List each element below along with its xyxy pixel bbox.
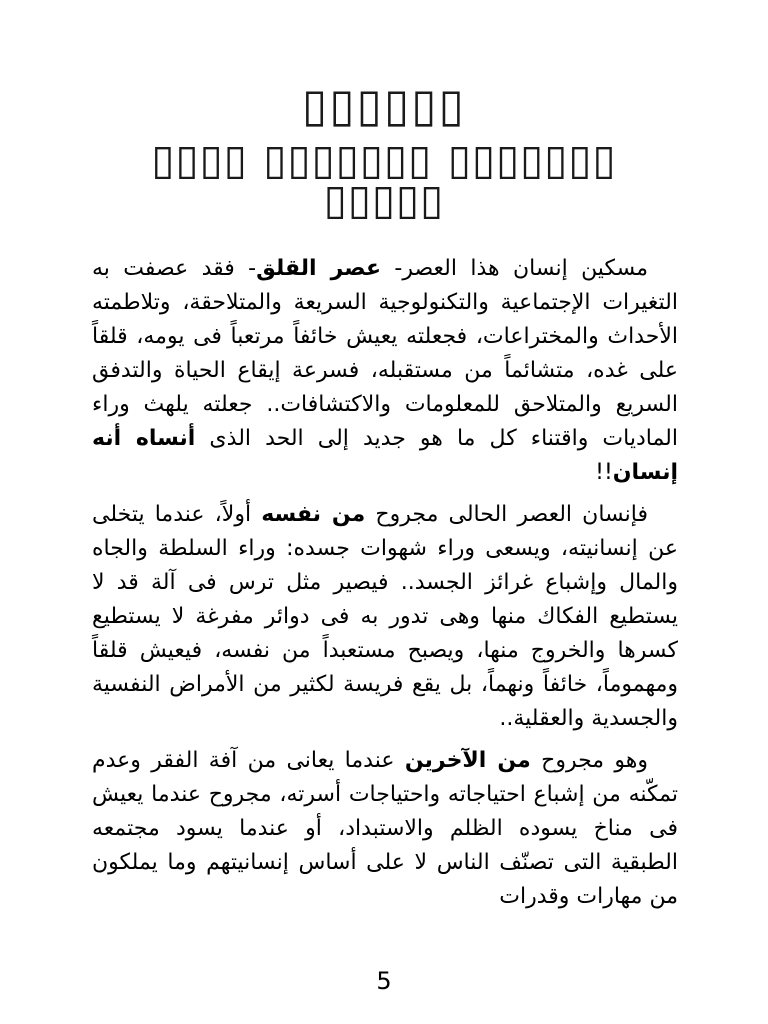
paragraph-text: مسكين إنسان هذا العصر-	[381, 256, 649, 281]
paragraph-text: - فقد عصفت به التغيرات الإجتماعية والتكنولوجية السريعة والمتلاحقة، وتلاطمته الأحداث والمختراعات، فجعلته يعيش خائفاً مرتعباً فى يومه، قلقاً على غده، متشائماً من مستقبله، فسرعة إيقاع الحياة والتدفق السريع والمتلاحق للمعلومات والاكتشافات.. جعلته يلهث وراء الماديات واقتناء كل ما هو جديد إلى الحد الذى	[92, 256, 678, 451]
paragraph-2	[92, 498, 678, 736]
paragraph-text: فإنسان العصر الحالى مجروح	[365, 502, 649, 527]
bold-phrase: عصر القلق	[256, 256, 381, 281]
paragraph-text: أولاً، عندما يتخلى عن إنسانيته، ويسعى وراء شهوات جسده: وراء السلطة والجاه والمال وإشباع غرائز الجسد.. فيصير مثل ترس فى آلة قد لا يستطيع الفكاك منها وهى تدور به فى دوائر مفرغة لا يستطيع كسرها والخروج منها، ويصبح مستعبداً من نفسه، فيعيش قلقاً ومهموماً، خائفاً ونهماً، بل يقع فريسة لكثير من الأمراض النفسية والجسدية والعقلية..	[92, 502, 678, 731]
body-text	[92, 252, 678, 922]
bold-phrase: من الآخرين	[404, 748, 531, 773]
chapter-subtitle: ▯▯▯▯ ▯▯▯▯▯▯▯ ▯▯▯▯▯▯▯ ▯▯▯▯▯	[151, 135, 617, 224]
bold-phrase: أنساه أنه إنسان	[92, 426, 678, 485]
chapter-title: ▯▯▯▯▯▯	[302, 78, 466, 132]
paragraph-text: !!	[595, 460, 613, 485]
paragraph-text: وهو مجروح	[530, 748, 648, 773]
page-number: 5	[376, 967, 392, 995]
bold-phrase: من نفسه	[261, 502, 366, 527]
paragraph-text: عندما يعانى من آفة الفقر وعدم تمكّنه من إشباع احتياجاته واحتياجات أسرته، مجروح عندما يعيش فى مناخ يسوده الظلم والاستبداد، أو عندما يسود مجتمعه الطبقية التى تصنّف الناس لا على أساس إنسانيتهم وما يملكون من مهارات وقدرات	[92, 748, 678, 909]
paragraph-1	[92, 252, 678, 490]
paragraph-3	[92, 744, 678, 914]
